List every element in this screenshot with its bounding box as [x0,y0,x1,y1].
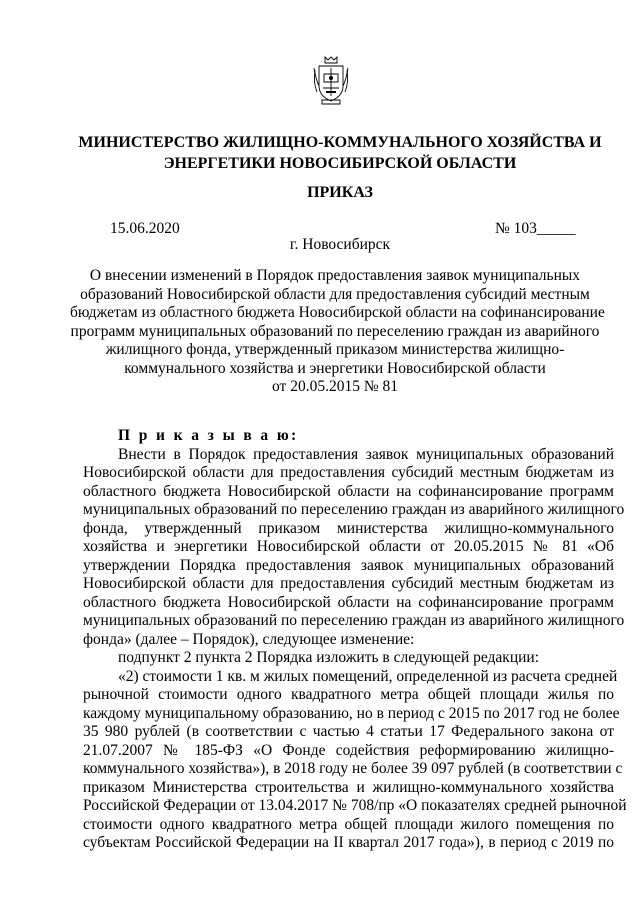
body-line: утверждении Порядка предоставления заявок муниципальных образований [83,556,614,574]
body-line: Внести в Порядок предоставления заявок муниципальных образований [118,445,614,463]
body-line: подпункт 2 пункта 2 Порядка изложить в следующей редакции: [118,649,540,666]
subject-line: жилищного фонда, утвержденный приказом министерства жилищно- [105,341,565,358]
body-line: областного бюджета Новосибирской области на софинансирование программ [83,593,614,611]
body-line: муниципальных образований по переселению граждан из аварийного жилищного [83,612,625,629]
body-line: фонда, утвержденный приказом министерства жилищно-коммунального [83,519,614,537]
order-date: 15.06.2020 [110,220,180,237]
order-directive-word [83,427,614,446]
order-body [83,427,627,853]
ministry-name [60,132,620,174]
body-line: Российской Федерации от 13.04.2017 № 708/пр «О показателях средней рыночной [83,797,627,814]
body-line: рыночной стоимости одного квадратного метра общей площади жилья по [83,686,614,703]
order-word: П р и к а з ы в а ю: [118,427,299,444]
coat-of-arms-emblem [312,56,350,106]
body-line: областного бюджета Новосибирской области на софинансирование программ [83,482,614,500]
body-line: приказом Министерства строительства и жилищно-коммунального хозяйства [83,778,614,796]
document-type: ПРИКАЗ [307,184,373,201]
subject-line: образований Новосибирской области для предоставления субсидий местным [80,285,590,303]
order-city: г. Новосибирск [289,236,391,253]
subject-line: О внесении изменений в Порядок предоставления заявок муниципальных [89,267,581,284]
body-line: коммунального хозяйства»), в 2018 году не более 39 097 рублей (в соответствии с [83,760,623,777]
subject-line: программ муниципальных образований по переселению граждан из аварийного [70,322,600,340]
body-line: фонда» (далее – Порядок), следующее изменение: [83,630,415,648]
subject-line: от 20.05.2015 № 81 [272,378,398,395]
subject-line: коммунального хозяйства и энергетики Новосибирской области [124,359,546,377]
body-line: субъектам Российской Федерации на II квартал 2017 года»), в период с 2019 по [83,834,614,851]
body-line: каждому муниципальному образованию, но в период с 2015 по 2017 год не более [83,704,620,722]
body-line: Новосибирской области для предоставления субсидий местным бюджетам из [83,464,614,481]
body-line: «2) стоимости 1 кв. м жилых помещений, определенной из расчета средней [118,667,618,685]
body-line: хозяйства и энергетики Новосибирской области от 20.05.2015 № 81 «Об [83,538,614,555]
order-subject [70,267,605,397]
body-line: 35 980 рублей (в соответствии с частью 4 статьи 17 Федерального закона от [83,723,614,740]
body-line: муниципальных образований по переселению граждан из аварийного жилищного [83,501,625,518]
body-line: стоимости одного квадратного метра общей площади жилого помещения по [83,815,614,833]
body-line: 21.07.2007 № 185-ФЗ «О Фонде содействия реформированию жилищно- [83,741,614,759]
ministry-name-line: МИНИСТЕРСТВО ЖИЛИЩНО-КОММУНАЛЬНОГО ХОЗЯЙСТВА И [78,134,602,151]
ministry-name-line: ЭНЕРГЕТИКИ НОВОСИБИРСКОЙ ОБЛАСТИ [163,155,517,172]
order-number: № 103_____ [495,220,576,237]
body-line: Новосибирской области для предоставления субсидий местным бюджетам из [83,575,614,592]
subject-line: бюджетам из областного бюджета Новосибирской области на софинансирование [70,304,605,321]
